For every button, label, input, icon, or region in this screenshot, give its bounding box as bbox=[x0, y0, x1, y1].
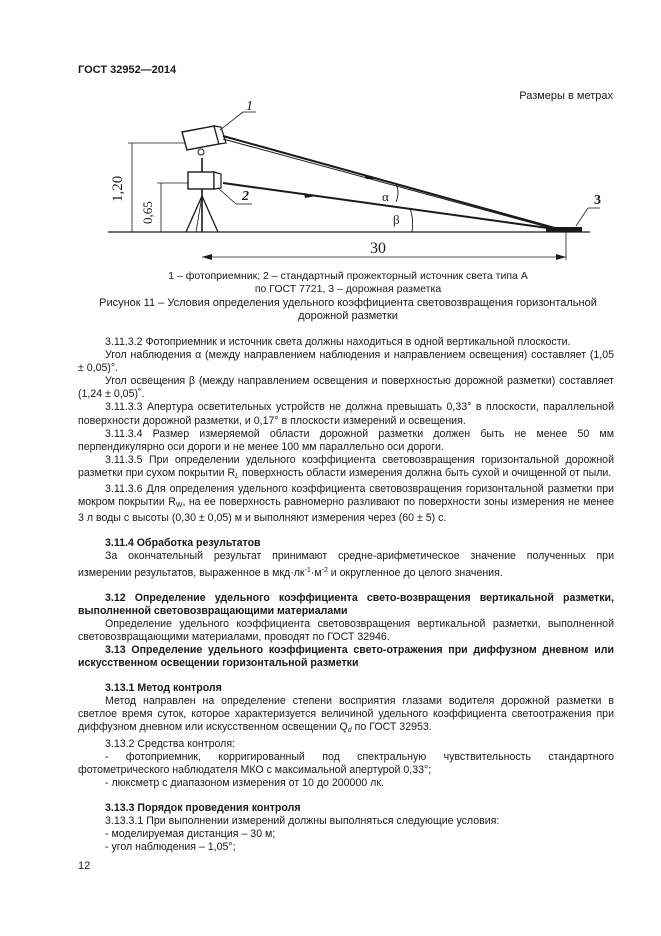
dim-distance-30: 30 bbox=[370, 240, 386, 257]
figure-title-line2: дорожной разметки bbox=[298, 310, 398, 322]
paragraph-text: 3.11.3.5 При определении удельного коэффициента световозвращения горизонтальной дорожной разметки при сухом покрытии R bbox=[78, 453, 614, 479]
paragraph-text: , на ее поверхность равномерно разливают по поверхности зоны измерения не менее 3 л воды с высоты (0,30 ± 0,05) м и выполняют измерения через (60 ± 5) с. bbox=[78, 496, 614, 525]
paragraph-text: За окончательный результат принимают средне-арифметическое значение полученных при измерении результатов, выраженное в мкд·лк bbox=[78, 550, 614, 579]
figure-legend-line2: по ГОСТ 7721, 3 – дорожная разметка bbox=[254, 283, 442, 295]
paragraph-text: Метод направлен на определение степени восприятия глазами водителя дорожной разметки в светлое время суток, которое характеризуется величиной удельного коэффициента светоотражения при диффузном дневном или искусственном освещении Q bbox=[78, 695, 614, 734]
paragraph: 3.13.2 Средства контроля: bbox=[105, 737, 236, 750]
section-heading: 3.13 Определение удельного коэффициента свето-отражения при диффузном дневном или искусственном освещении горизонтальной разметки bbox=[78, 643, 614, 670]
paragraph-text: 3.11.3.6 Для определения удельного коэффициента световозвращения горизонтальной разметки при мокром покрытии R bbox=[78, 483, 614, 509]
figure-legend-line1: 1 – фотоприемник; 2 – стандартный прожекторный источник света типа А bbox=[168, 270, 528, 282]
section-heading: 3.12 Определение удельного коэффициента свето-возвращения вертикальной разметки, выполненной световозвращающими материалами bbox=[78, 591, 614, 617]
paragraph: 3.11.3.3 Апертура осветительных устройств не должна превышать 0,33° в плоскости, параллельной поверхности дорожной разметки, и 0,17° в плоскости измерений и освещения. bbox=[78, 401, 614, 427]
paragraph: 3.11.3.2 Фотоприемник и источник света должны находиться в одной вертикальной плоскости. bbox=[105, 336, 571, 348]
document-header: ГОСТ 32952—2014 bbox=[78, 64, 177, 76]
figure-11-diagram bbox=[78, 100, 618, 270]
paragraph-text: по ГОСТ 32953. bbox=[351, 721, 432, 734]
figure-caption bbox=[78, 297, 618, 323]
alpha-symbol: α bbox=[382, 189, 389, 204]
subscript-d: d bbox=[347, 727, 352, 735]
superscript: -2 bbox=[321, 566, 328, 574]
dim-height-0-65: 0,65 bbox=[140, 201, 155, 224]
light-source-device bbox=[188, 172, 221, 189]
paragraph bbox=[78, 550, 614, 579]
dim-height-1-20: 1,20 bbox=[110, 175, 126, 202]
section-heading: 3.13.3 Порядок проведения контроля bbox=[105, 801, 301, 814]
paragraph: 3.11.3.4 Размер измеряемой области дорожной разметки должен быть не менее 50 мм перпендикулярно оси дороги и не менее 100 мм параллельно оси дороги. bbox=[78, 427, 614, 453]
tripod-leg bbox=[186, 196, 202, 232]
superscript: -1 bbox=[304, 566, 311, 574]
figure-legend bbox=[78, 270, 618, 296]
paragraph bbox=[78, 483, 614, 525]
paragraph-text: ·м bbox=[310, 566, 322, 579]
paragraph bbox=[78, 454, 614, 483]
units-note: Размеры в метрах bbox=[519, 90, 613, 102]
photoreceiver-device bbox=[182, 126, 226, 155]
figure-label-3: 3 bbox=[594, 193, 601, 208]
subscript-l: L bbox=[235, 472, 240, 480]
figure-label-2: 2 bbox=[242, 189, 249, 204]
page-number: 12 bbox=[78, 860, 91, 872]
figure-title-line1: Рисунок 11 – Условия определения удельного коэффициента световозвращения горизонтальной bbox=[99, 297, 597, 309]
paragraph: Определение удельного коэффициента световозвращения вертикальной разметки, выполненной световозвращающими материалами, проводят по ГОСТ 32946. bbox=[78, 617, 614, 643]
beta-symbol: β bbox=[393, 212, 400, 227]
section-heading: 3.13.1 Метод контроля bbox=[105, 682, 222, 695]
list-item: - люксметр с диапазоном измерения от 10 до 200000 лк. bbox=[105, 776, 384, 789]
beta-arc bbox=[410, 208, 413, 232]
list-item: - фотоприемник, корригированный под спектральную чувствительность стандартного фотометрического наблюдателя МКО с максимальной апертурой 0,33°; bbox=[78, 750, 614, 776]
paragraph-text: поверхность области измерения должна быть сухой и очищенной от пыли. bbox=[239, 466, 612, 479]
paragraph-text: и округленное до целого значения. bbox=[327, 566, 503, 579]
paragraph: Угол наблюдения α (между направлением наблюдения и направлением освещения) составляет (1,05 ± 0,05)°. bbox=[78, 349, 614, 375]
paragraph: 3.13.3.1 При выполнении измерений должны выполняться следующие условия: bbox=[105, 815, 500, 827]
paragraph: Угол освещения β (между направлением освещения и поверхностью дорожной разметки) составляет (1,24 ± 0,05)˚. bbox=[78, 375, 614, 401]
paragraph bbox=[78, 695, 614, 737]
subscript-w: W bbox=[175, 502, 183, 510]
body-text bbox=[78, 336, 614, 854]
section-heading: 3.11.4 Обработка результатов bbox=[105, 537, 261, 550]
figure-label-1: 1 bbox=[246, 100, 253, 114]
list-item: - моделируемая дистанция – 30 м; bbox=[105, 828, 276, 841]
list-item: - угол наблюдения – 1,05°; bbox=[105, 841, 236, 854]
